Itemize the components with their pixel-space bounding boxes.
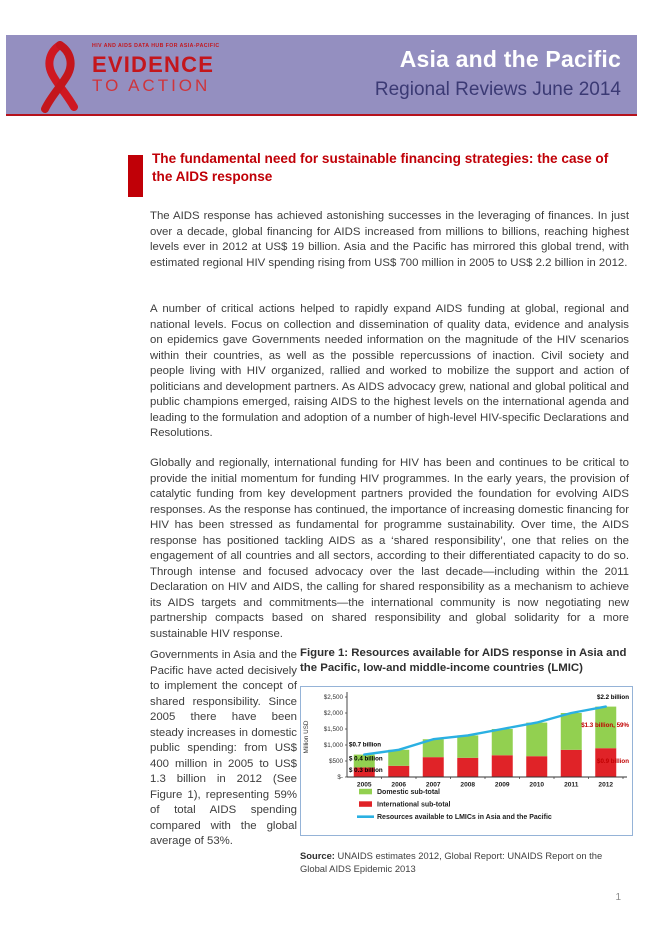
legend-swatch — [359, 801, 372, 807]
paragraph-2: A number of critical actions helped to rapidly expand AIDS funding at global, regional and national levels. Focus on collection and dissemination of quality data, evidence and analysis on epidemics gave Governments needed information on the magnitude of the HIV scenarios within their countries, as well as the possible repercussions of inaction. Civil society and people living with HIV organized, rallied and worked to mobilize the support and action of politicians and development partners. As AIDS advocacy grew, national and global political and public champions emerged, raising AIDS to the highest levels on the international agenda and leading to the formulation and adoption of a number of high-level HIV-specific Declarations and Resolutions. — [150, 303, 629, 439]
figure-1 — [300, 646, 636, 875]
source-text: UNAIDS estimates 2012, Global Report: UNAIDS Report on the Global AIDS Epidemic 2013 — [300, 849, 603, 874]
legend-label: International sub-total — [377, 801, 451, 809]
bar-segment — [561, 750, 582, 777]
logo-text — [92, 44, 220, 96]
y-tick-label: $500 — [328, 757, 343, 765]
y-tick-label: $- — [337, 773, 343, 781]
bar-segment — [526, 756, 547, 777]
data-annotation: $0.9 billion — [597, 758, 629, 766]
bar-segment — [423, 757, 444, 777]
y-tick-label: $1,000 — [323, 741, 343, 749]
bar-segment — [526, 722, 547, 756]
aids-ribbon-icon — [36, 41, 84, 117]
bar-segment — [388, 766, 409, 777]
legend-label: Resources available to LMICs in Asia and the Pacific — [377, 813, 552, 821]
legend-label: Domestic sub-total — [377, 788, 441, 796]
x-tick-label: 2011 — [564, 781, 579, 789]
source-label: Source: — [300, 849, 335, 861]
stacked-bar-line-chart — [301, 687, 632, 835]
data-annotation: $1.3 billion, 59% — [581, 721, 629, 729]
x-tick-label: 2005 — [356, 781, 372, 789]
bar-segment — [492, 755, 513, 777]
logo-title-evidence: EVIDENCE — [92, 52, 215, 78]
bar-segment — [561, 713, 582, 750]
bar-segment — [388, 750, 409, 766]
y-tick-label: $1,500 — [323, 725, 343, 733]
figure-chart-frame — [300, 686, 633, 836]
y-tick-label: $2,500 — [323, 693, 343, 701]
header-band — [6, 35, 637, 116]
figure-source — [300, 849, 630, 875]
legend-swatch — [359, 789, 372, 795]
x-tick-label: 2008 — [460, 781, 476, 789]
x-tick-label: 2012 — [598, 781, 614, 789]
x-tick-label: 2007 — [425, 781, 441, 789]
article-heading: The fundamental need for sustainable financing strategies: the case of the AIDS response — [152, 151, 609, 185]
data-annotation: $ 0.4 billion — [349, 755, 383, 763]
bar-segment — [492, 729, 513, 755]
data-annotation: $ 0.3 billion — [349, 766, 383, 774]
page-number: 1 — [615, 892, 621, 903]
logo-tagline: HIV AND AIDS DATA HUB FOR ASIA-PACIFIC — [92, 43, 220, 49]
y-tick-label: $2,000 — [323, 709, 343, 717]
legend-line-swatch — [357, 815, 374, 818]
figure-title: Figure 1: Resources available for AIDS response in Asia and the Pacific, low-and middle-income countries (LMIC) — [300, 647, 627, 675]
heading-accent-block — [128, 155, 143, 197]
header-titles — [375, 46, 621, 101]
region-title: Asia and the Pacific — [399, 46, 621, 72]
paragraph-3: Globally and regionally, international funding for HIV has been and continues to be critical to provide the initial momentum for funding HIV programmes. In the early years, the provision of catalytic funding from key development partners provided the foundation for evolving AIDS responses. As the response has continued, the importance of increasing domestic financing for HIV has been stressed as fundamental for programme sustainability. Over time, the AIDS response has positioned tackling AIDS as a ‘shared responsibility’, one that relies on the engagement of all countries and all sectors, according to their differentiated capacity to do so. Through intense and focused advocacy over the last decade—including within the 2011 Declaration on HIV and AIDS, the calling for shared responsibility as a mechanism to achieve its AIDS targets and commitments—the international community is now negotiating new partnership compacts based on shared responsibility and global solidarity for a more sustainable HIV response. — [150, 457, 629, 640]
data-annotation: $0.7 billion — [349, 741, 381, 749]
x-tick-label: 2006 — [391, 781, 407, 789]
logo-title-to-action: TO ACTION — [92, 76, 211, 96]
report-subtitle: Regional Reviews June 2014 — [374, 78, 621, 100]
bar-segment — [457, 735, 478, 757]
paragraph-1: The AIDS response has achieved astonishing successes in the leveraging of finances. In just over a decade, global financing for AIDS increased from millions to billions, reaching highest levels ever in 2012 at US$ 19 billion. Asia and the Pacific has mirrored this global trend, with estimated regional HIV spending rising from US$ 700 million in 2005 to US$ 2.2 billion in 2012. — [150, 210, 629, 269]
data-annotation: $2.2 billion — [597, 694, 629, 702]
x-tick-label: 2010 — [529, 781, 545, 789]
bar-segment — [457, 758, 478, 777]
y-axis-title: Million USD — [303, 720, 310, 754]
sidebar-paragraph: Governments in Asia and the Pacific have acted decisively to implement the concept of shared responsibility. Since 2005 there have been steady increases in domestic public spending: from US$ 400 million in 2005 to US$ 1.3 billion in 2012 (See Figure 1), representing 59% of total AIDS spending compared with the global average of 53%. — [150, 649, 297, 847]
x-tick-label: 2009 — [494, 781, 510, 789]
